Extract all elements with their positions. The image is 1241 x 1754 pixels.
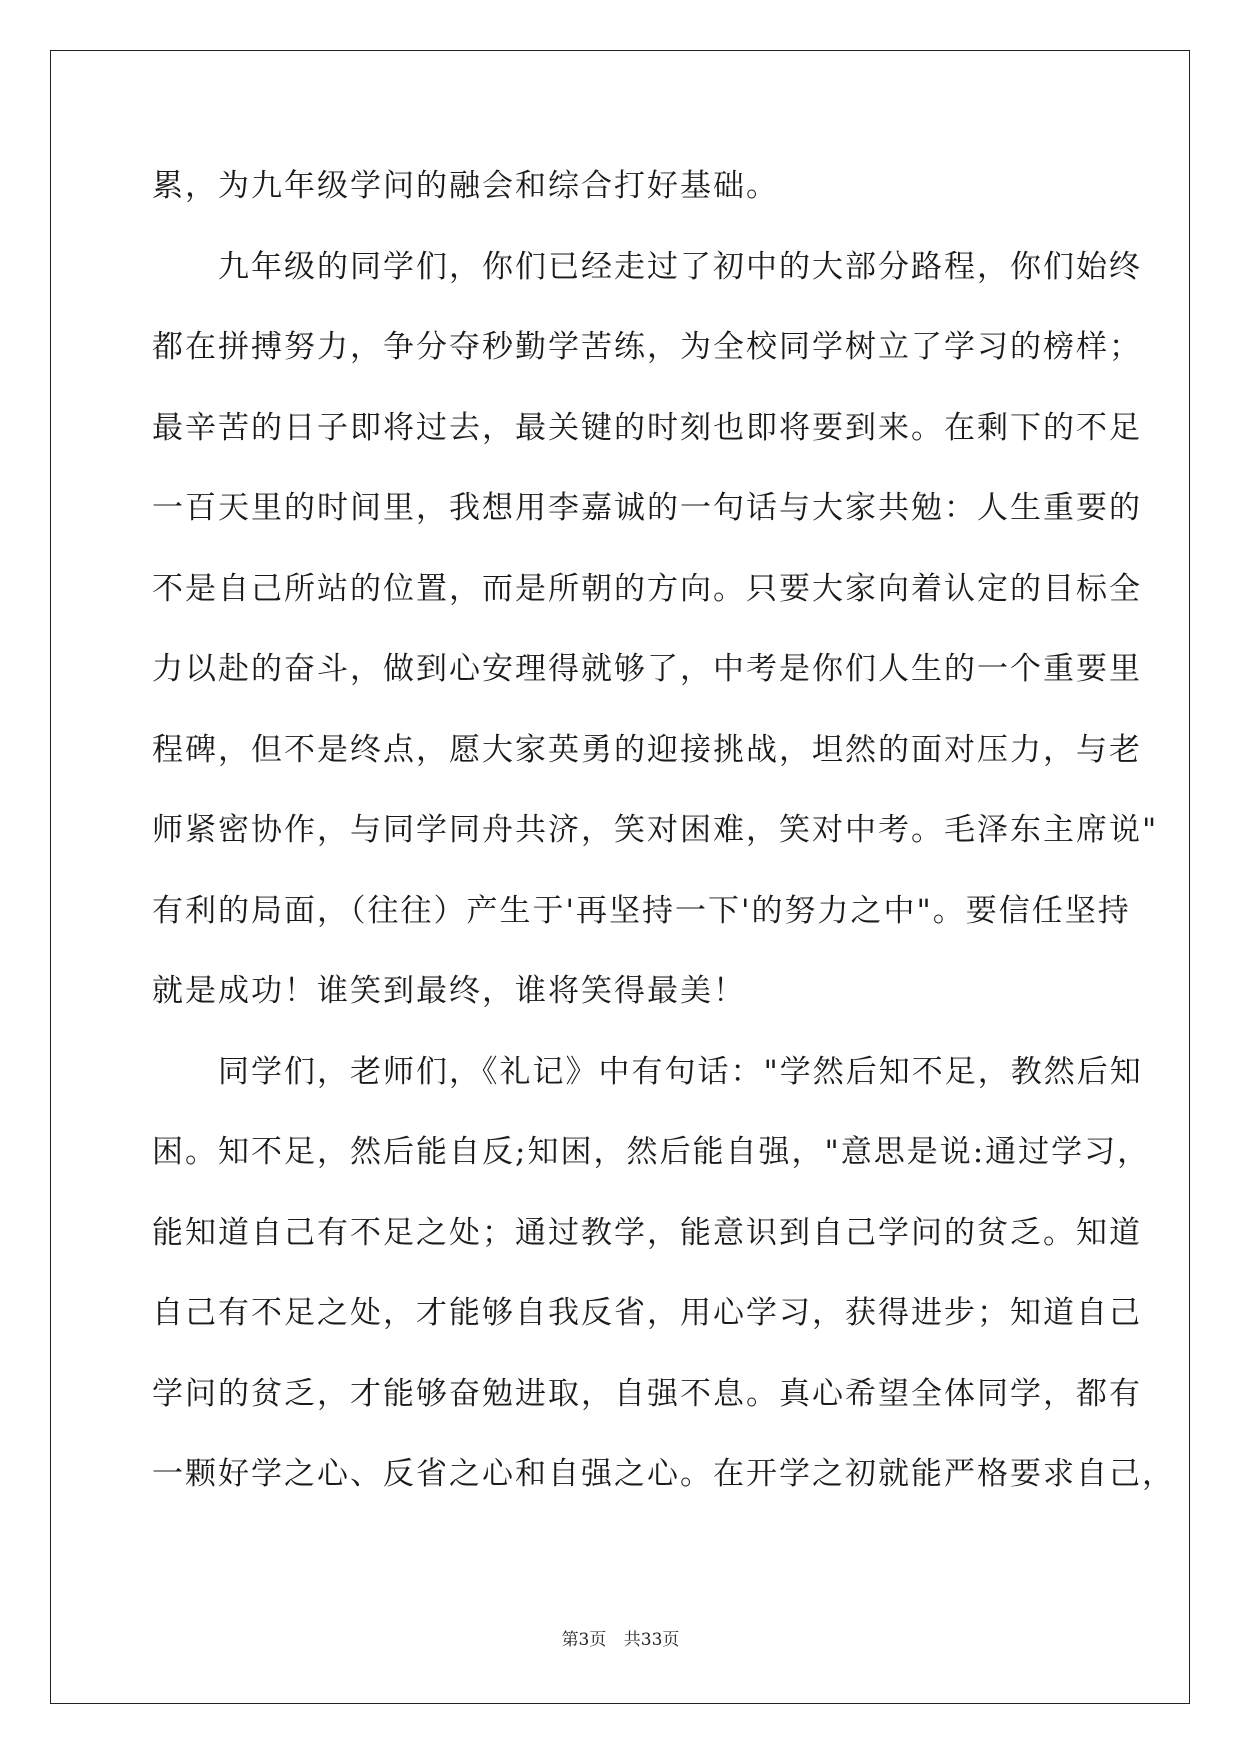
text-line: 累，为九年级学问的融会和综合打好基础。 bbox=[152, 168, 779, 204]
page-footer bbox=[0, 1625, 1241, 1650]
paragraph-start-line: 九年级的同学们，你们已经走过了初中的大部分路程，你们始终 bbox=[218, 248, 1142, 285]
page-total: 共33页 bbox=[623, 1630, 680, 1650]
text-line: 程碑，但不是终点，愿大家英勇的迎接挑战，坦然的面对压力，与老 bbox=[152, 731, 1142, 768]
text-line: 不是自己所站的位置，而是所朝的方向。只要大家向着认定的目标全 bbox=[152, 570, 1142, 607]
text-line: 师紧密协作，与同学同舟共济，笑对困难，笑对中考。毛泽东主席说" bbox=[152, 812, 1159, 848]
text-line: 能知道自己有不足之处；通过教学，能意识到自己学问的贫乏。知道 bbox=[152, 1214, 1142, 1251]
text-line: 有利的局面，（往往）产生于'再坚持一下'的努力之中"。要信任坚持 bbox=[152, 892, 1131, 929]
text-line: 一百天里的时间里，我想用李嘉诚的一句话与大家共勉：人生重要的 bbox=[152, 490, 1142, 526]
text-line: 力以赴的奋斗，做到心安理得就够了，中考是你们人生的一个重要里 bbox=[152, 651, 1142, 687]
text-line: 都在拼搏努力，争分夺秒勤学苦练，为全校同学树立了学习的榜样； bbox=[152, 329, 1142, 365]
text-line: 困。知不足，然后能自反;知困，然后能自强，"意思是说:通过学习， bbox=[152, 1134, 1151, 1170]
text-line: 一颗好学之心、反省之心和自强之心。在开学之初就能严格要求自己， bbox=[152, 1456, 1175, 1492]
body-text bbox=[152, 166, 1175, 1535]
page-number: 第3页 bbox=[561, 1630, 607, 1650]
text-line: 自己有不足之处，才能够自我反省，用心学习，获得进步；知道自己 bbox=[152, 1295, 1142, 1331]
text-line: 最辛苦的日子即将过去，最关键的时刻也即将要到来。在剩下的不足 bbox=[152, 409, 1142, 446]
paragraph-start-line: 同学们，老师们，《礼记》中有句话："学然后知不足，教然后知 bbox=[218, 1053, 1143, 1090]
text-line: 学问的贫乏，才能够奋勉进取，自强不息。真心希望全体同学，都有 bbox=[152, 1375, 1142, 1412]
text-line: 就是成功！谁笑到最终，谁将笑得最美！ bbox=[152, 973, 746, 1009]
